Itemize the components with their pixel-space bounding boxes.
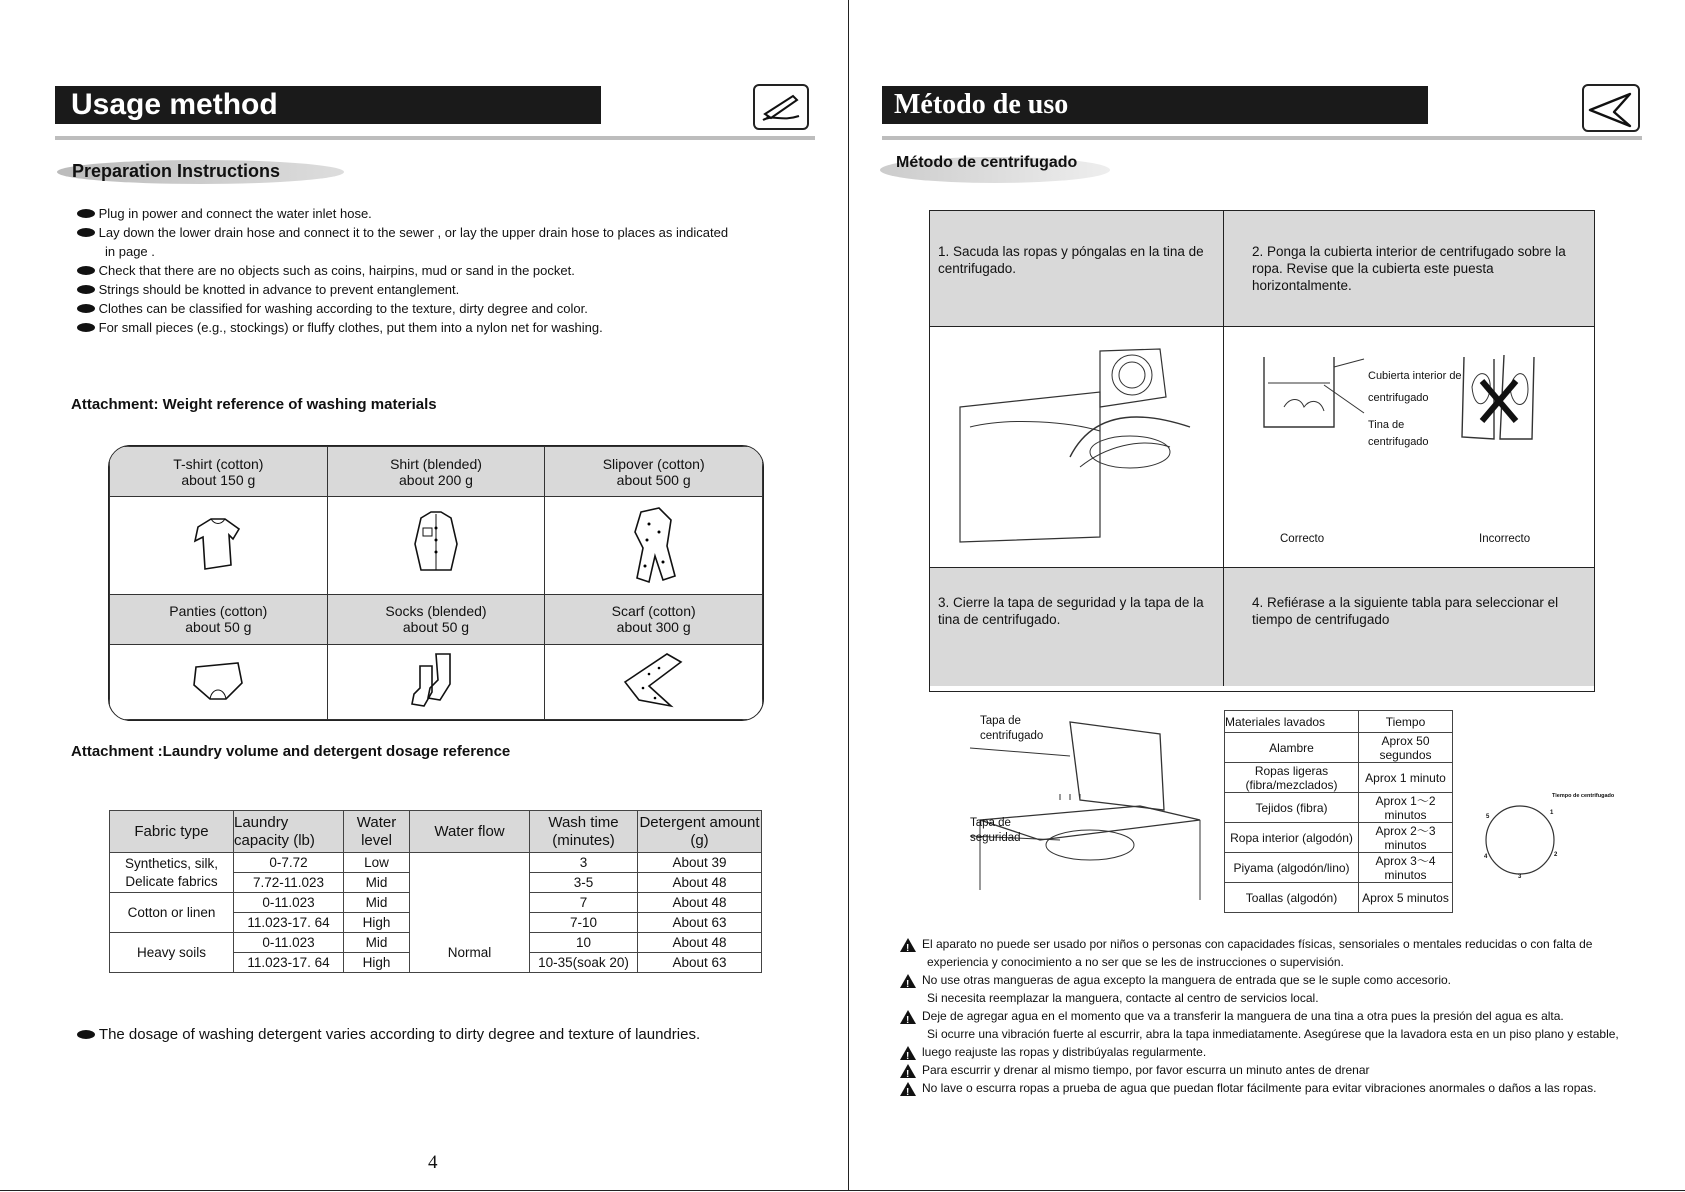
warning-list xyxy=(900,935,1660,1097)
step-4: 4. Refiérase a la siguiente tabla para seleccionar el tiempo de centrifugado xyxy=(1224,568,1594,686)
dosage-capacity: 11.023-17. 64 xyxy=(234,913,344,933)
prep-heading: Preparation Instructions xyxy=(72,161,281,181)
tshirt-icon xyxy=(183,509,253,579)
bullet-icon xyxy=(77,323,95,332)
warning-icon xyxy=(900,974,916,988)
dosage-capacity: 0-11.023 xyxy=(234,933,344,953)
shirt-icon xyxy=(401,504,471,584)
bullet-icon xyxy=(77,266,95,275)
weight-cell-image xyxy=(110,644,328,719)
dosage-header: Water level xyxy=(344,811,410,853)
weight-cell-image xyxy=(327,644,545,719)
dosage-capacity: 11.023-17. 64 xyxy=(234,953,344,973)
dosage-level: Mid xyxy=(344,873,410,893)
weight-cell-image xyxy=(327,497,545,594)
warning-icon xyxy=(900,938,916,952)
pen-icon xyxy=(753,84,809,130)
spin-time: Aprox 1～2 minutos xyxy=(1359,793,1453,823)
dosage-amount: About 39 xyxy=(638,853,762,873)
weight-table xyxy=(108,445,764,721)
safety-label: Tapa de seguridad xyxy=(970,817,1021,844)
prep-bullet-list xyxy=(77,204,817,337)
weight-cell-label: Scarf (cotton) about 300 g xyxy=(545,594,763,644)
spin-header: Materiales lavados xyxy=(1225,711,1359,733)
list-item: Check that there are no objects such as coins, hairpins, mud or sand in the pocket. xyxy=(77,261,817,280)
step-1: 1. Sacuda las ropas y póngalas en la tina de centrifugado. xyxy=(930,211,1224,327)
timer-dial-icon xyxy=(1470,790,1580,900)
dosage-capacity: 7.72-11.023 xyxy=(234,873,344,893)
dosage-table xyxy=(109,810,761,973)
table-row xyxy=(1225,883,1453,913)
warning-icon xyxy=(900,1082,916,1096)
dosage-amount: About 48 xyxy=(638,873,762,893)
warning-icon xyxy=(900,1046,916,1060)
spin-material: Tejidos (fibra) xyxy=(1225,793,1359,823)
weight-cell-label: T-shirt (cotton) about 150 g xyxy=(110,447,328,497)
dosage-time: 10 xyxy=(530,933,638,953)
dosage-note: The dosage of washing detergent varies according to dirty degree and texture of laundries. xyxy=(77,1026,700,1043)
left-page-title: Usage method xyxy=(55,86,601,124)
dosage-amount: About 48 xyxy=(638,933,762,953)
dosage-heading: Attachment :Laundry volume and detergent dosage reference xyxy=(71,743,511,760)
bullet-icon xyxy=(77,285,95,294)
warning-item: !No lave o escurra ropas a prueba de agua que puedan flotar fácilmente para evitar vibraciones anormales o daños a las ropas. xyxy=(900,1079,1660,1097)
dosage-header: Detergent amount (g) xyxy=(638,811,762,853)
dosage-header: Water flow xyxy=(410,811,530,853)
slipover-icon xyxy=(619,502,689,586)
dosage-time: 10-35(soak 20) xyxy=(530,953,638,973)
dosage-water-flow: Normal xyxy=(410,853,530,973)
incorrect-label: Incorrecto xyxy=(1479,533,1531,545)
warning-item: Si ocurre una vibración fuerte al escurrir, abra la tapa inmediatamente. Asegúrese que la lavadora esta en un piso plano y estable, xyxy=(927,1027,1619,1041)
spin-material: Piyama (algodón/lino) xyxy=(1225,853,1359,883)
warning-item: !Para escurrir y drenar al mismo tiempo, por favor escurra un minuto antes de drenar xyxy=(900,1061,1660,1079)
list-item: Lay down the lower drain hose and connect it to the sewer , or lay the upper drain hose to places as indicated xyxy=(77,223,817,242)
table-row xyxy=(1225,733,1453,763)
dosage-capacity: 0-11.023 xyxy=(234,893,344,913)
right-title-rule xyxy=(882,136,1642,140)
spin-material: Ropas ligeras (fibra/mezclados) xyxy=(1225,763,1359,793)
warning-item: !Deje de agregar agua en el momento que va a transferir la manguera de una tina a otra pues la presión del agua es alta. xyxy=(900,1007,1660,1025)
step-3-figure xyxy=(940,710,1230,910)
arrow-icon xyxy=(1582,84,1640,132)
dosage-amount: About 48 xyxy=(638,893,762,913)
warning-item: !luego reajuste las ropas y distribúyalas regularmente. xyxy=(900,1043,1660,1061)
dial-label: Tiempo de centrifugado xyxy=(1552,793,1615,799)
dosage-fabric: Heavy soils xyxy=(110,933,234,973)
right-page-title: Método de uso xyxy=(882,86,1428,124)
table-row xyxy=(110,853,762,873)
socks-icon xyxy=(406,648,466,712)
spin-material: Ropa interior (algodón) xyxy=(1225,823,1359,853)
dial-number: 1 xyxy=(1550,810,1554,816)
dosage-level: High xyxy=(344,953,410,973)
scarf-icon xyxy=(619,648,689,712)
spin-steps-grid xyxy=(929,210,1595,692)
dosage-header: Wash time (minutes) xyxy=(530,811,638,853)
spin-time-table xyxy=(1224,710,1452,913)
cover-label: Cubierta interior de centrifugado xyxy=(1368,370,1462,404)
weight-cell-label: Slipover (cotton) about 500 g xyxy=(545,447,763,497)
dosage-level: Mid xyxy=(344,933,410,953)
weight-cell-label: Panties (cotton) about 50 g xyxy=(110,594,328,644)
list-item: Plug in power and connect the water inlet hose. xyxy=(77,204,817,223)
weight-cell-image xyxy=(545,644,763,719)
correct-label: Correcto xyxy=(1280,533,1325,545)
dosage-time: 7 xyxy=(530,893,638,913)
dosage-level: Mid xyxy=(344,893,410,913)
bullet-icon xyxy=(77,304,95,313)
warning-icon xyxy=(900,1010,916,1024)
table-row xyxy=(1225,763,1453,793)
list-item: Strings should be knotted in advance to prevent entanglement. xyxy=(77,280,817,299)
step-2: 2. Ponga la cubierta interior de centrifugado sobre la ropa. Revise que la cubierta este puesta horizontalmente. xyxy=(1224,211,1594,327)
spin-material: Toallas (algodón) xyxy=(1225,883,1359,913)
dosage-time: 3 xyxy=(530,853,638,873)
dial-number: 3 xyxy=(1518,874,1522,880)
spin-time: Aprox 2～3 minutos xyxy=(1359,823,1453,853)
list-item: in page . xyxy=(105,244,155,259)
tub-label: Tina de centrifugado xyxy=(1368,419,1429,448)
bullet-icon xyxy=(77,209,95,218)
dial-number: 2 xyxy=(1554,852,1558,858)
warning-item: Si necesita reemplazar la manguera, contacte al centro de servicios local. xyxy=(927,991,1319,1005)
spin-time: Aprox 5 minutos xyxy=(1359,883,1453,913)
weight-cell-image xyxy=(545,497,763,594)
spin-header: Tiempo xyxy=(1359,711,1453,733)
washer-loading-icon xyxy=(930,327,1220,557)
dosage-fabric: Synthetics, silk, Delicate fabrics xyxy=(110,853,234,893)
warning-icon xyxy=(900,1064,916,1078)
step-1-figure xyxy=(930,327,1224,567)
weight-cell-label: Shirt (blended) about 200 g xyxy=(327,447,545,497)
lid-label: Tapa de centrifugado xyxy=(980,715,1044,742)
warning-item: !No use otras mangueras de agua excepto la manguera de entrada que se le suple como accesorio. xyxy=(900,971,1660,989)
dial-number: 4 xyxy=(1484,854,1488,860)
dosage-header: Laundry capacity (lb) xyxy=(234,811,344,853)
table-row xyxy=(1225,853,1453,883)
table-row xyxy=(1225,823,1453,853)
spin-time: Aprox 50 segundos xyxy=(1359,733,1453,763)
dosage-amount: About 63 xyxy=(638,953,762,973)
dosage-fabric: Cotton or linen xyxy=(110,893,234,933)
warning-item: !El aparato no puede ser usado por niños o personas con capacidades físicas, sensoriales o mentales reducidas o con falta de xyxy=(900,935,1660,953)
bullet-icon xyxy=(77,228,95,237)
bullet-icon xyxy=(77,1030,95,1039)
dosage-capacity: 0-7.72 xyxy=(234,853,344,873)
left-title-rule xyxy=(55,136,815,140)
spin-time: Aprox 3～4 minutos xyxy=(1359,853,1453,883)
weight-heading: Attachment: Weight reference of washing materials xyxy=(71,396,437,413)
dosage-level: High xyxy=(344,913,410,933)
dosage-time: 7-10 xyxy=(530,913,638,933)
dosage-amount: About 63 xyxy=(638,913,762,933)
dosage-header: Fabric type xyxy=(110,811,234,853)
weight-cell-label: Socks (blended) about 50 g xyxy=(327,594,545,644)
warning-item: experiencia y conocimiento a no ser que se les de instrucciones o supervisión. xyxy=(927,955,1344,969)
page-number: 4 xyxy=(428,1152,438,1173)
dial-number: 5 xyxy=(1486,814,1490,820)
list-item: For small pieces (e.g., stockings) or fluffy clothes, put them into a nylon net for washing. xyxy=(77,318,817,337)
spin-material: Alambre xyxy=(1225,733,1359,763)
panties-icon xyxy=(188,655,248,705)
dosage-level: Low xyxy=(344,853,410,873)
spin-time: Aprox 1 minuto xyxy=(1359,763,1453,793)
dosage-time: 3-5 xyxy=(530,873,638,893)
weight-cell-image xyxy=(110,497,328,594)
spin-timer-dial xyxy=(1470,790,1646,900)
step-3: 3. Cierre la tapa de seguridad y la tapa de la tina de centrifugado. xyxy=(930,568,1224,686)
table-row xyxy=(1225,793,1453,823)
step-2-figure xyxy=(1224,327,1594,567)
list-item: Clothes can be classified for washing according to the texture, dirty degree and color. xyxy=(77,299,817,318)
spin-heading: Método de centrifugado xyxy=(896,154,1078,171)
